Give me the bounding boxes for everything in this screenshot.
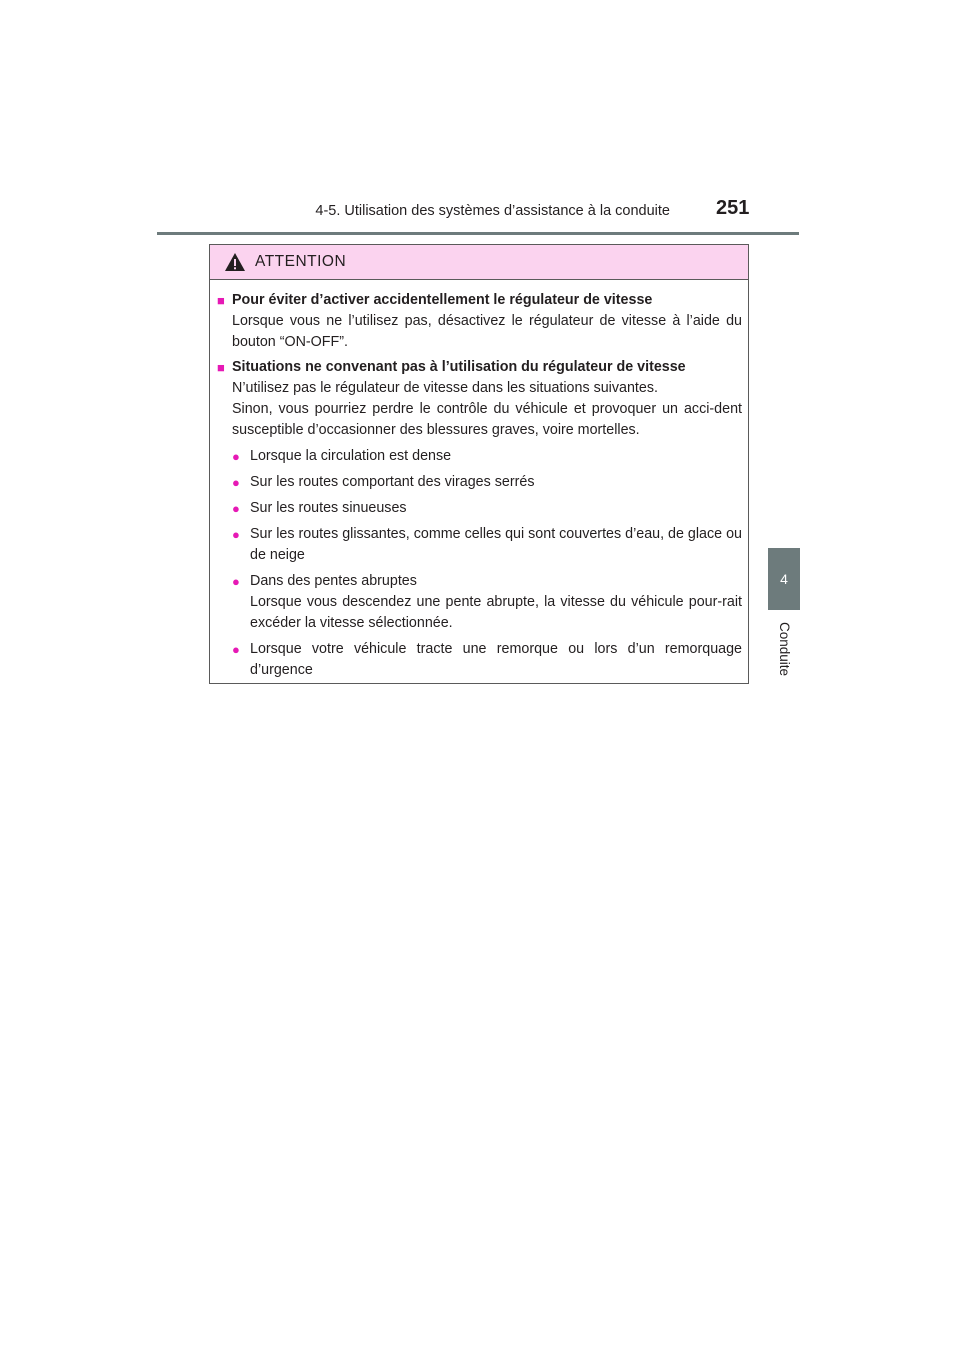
section-paragraph: N’utilisez pas le régulateur de vitesse dans les situations suivantes.: [232, 380, 658, 396]
section-heading-text: Situations ne convenant pas à l’utilisation du régulateur de vitesse: [232, 359, 686, 375]
caution-header: [210, 245, 748, 280]
section-paragraph: Sinon, vous pourriez perdre le contrôle du véhicule et provoquer un acci-dent susceptible d’occasionner des blessures graves, voire mortelles.: [232, 401, 742, 438]
caution-section: [217, 290, 742, 353]
section-heading: [217, 357, 742, 378]
running-header: 4-5. Utilisation des systèmes d’assistance à la conduite: [315, 203, 670, 219]
chapter-label: Conduite: [777, 621, 792, 677]
list-item: [217, 498, 742, 519]
round-bullet-icon: ●: [232, 501, 240, 516]
list-item-text: Sur les routes comportant des virages serrés: [250, 474, 535, 490]
square-bullet-icon: ■: [217, 293, 225, 308]
square-bullet-icon: ■: [217, 360, 225, 375]
list-item: [217, 524, 742, 566]
list-item-detail: Lorsque vous descendez une pente abrupte, la vitesse du véhicule pour-rait excéder la vitesse sélectionnée.: [250, 594, 742, 631]
list-item-text: Dans des pentes abruptes: [250, 573, 417, 589]
list-item: [217, 472, 742, 493]
caution-body: [210, 280, 748, 681]
round-bullet-icon: ●: [232, 527, 240, 542]
header-divider: [157, 232, 799, 235]
caution-box: [209, 244, 749, 684]
caution-section: [217, 357, 742, 681]
list-item: [217, 446, 742, 467]
page-number: 251: [716, 197, 750, 219]
warning-triangle-icon: [224, 252, 246, 272]
list-item: [217, 571, 742, 634]
round-bullet-icon: ●: [232, 449, 240, 464]
round-bullet-icon: ●: [232, 642, 240, 657]
section-paragraph: Lorsque vous ne l’utilisez pas, désactivez le régulateur de vitesse à l’aide du bouton “ON-OFF”.: [232, 313, 742, 350]
list-item-text: Lorsque votre véhicule tracte une remorque ou lors d’un remorquage d’urgence: [250, 641, 742, 678]
list-item-text: Sur les routes glissantes, comme celles qui sont couvertes d’eau, de glace ou de neige: [250, 526, 742, 563]
chapter-tab: 4: [768, 548, 800, 610]
section-heading-text: Pour éviter d’activer accidentellement le régulateur de vitesse: [232, 292, 653, 308]
section-heading: [217, 290, 742, 311]
caution-title: ATTENTION: [255, 253, 347, 270]
round-bullet-icon: ●: [232, 574, 240, 589]
list-item: [217, 639, 742, 681]
list-item-text: Sur les routes sinueuses: [250, 500, 407, 516]
list-item-body: [250, 571, 742, 634]
round-bullet-icon: ●: [232, 475, 240, 490]
list-item-text: Lorsque la circulation est dense: [250, 448, 452, 464]
